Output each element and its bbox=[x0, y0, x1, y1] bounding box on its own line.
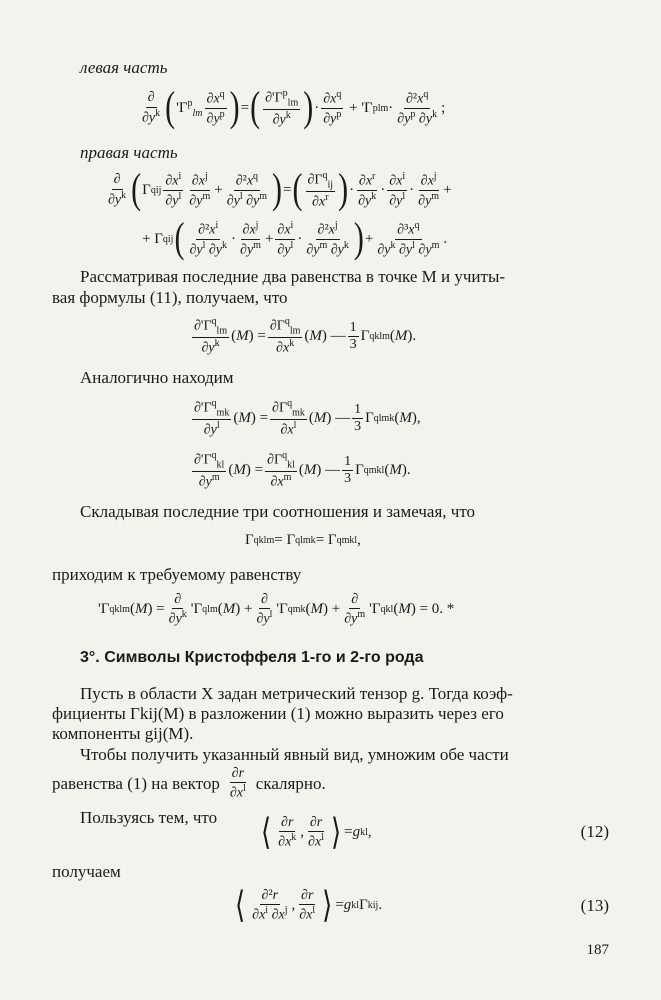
equation-number-12: (12) bbox=[580, 822, 609, 841]
using-text: Пользуясь тем, что bbox=[80, 808, 218, 827]
equation-left: $\frac{\partial}{\partial y^k}$ ( '$\Gamma^p_{lm}$ $\frac{\partial x^q}{\partial y^p}$ ) = ( $\frac{\partial'\Gamma^p_{lm}}{\partial y^k}$ ) · $\frac{\partial x^q}{\partial y^p}$ + 'Γ p lm · $\frac{\partial^2x^q}{\partial y^p \partial y^k}$ ; bbox=[142, 84, 446, 131]
page-number: 187 bbox=[586, 942, 609, 958]
paragraph-2-line-1: Пусть в области X задан метрический тензор g. Тогда коэф- bbox=[80, 684, 513, 703]
equation-b: $\frac{\partial'\Gamma^q_{mk}}{\partial y^l}$ ( M ) = $\frac{\partial\Gamma^q_{mk}}{\partial x^l}$ ( M ) — $\frac{1}{3}$ Γ q lmk ( M ), bbox=[194, 398, 421, 438]
similarly-text: Аналогично находим bbox=[80, 368, 234, 387]
equation-13: ⟨ $\frac{\text{∂²r}}{\partial x^i \partial x^j}$ , $\frac{\partial r}{\partial x^l}$ ⟩ = g kl Γ k ij . bbox=[235, 884, 383, 926]
equation-12: ⟨ $\frac{\partial r}{\partial x^k}$ , $\frac{\partial r}{\partial x^l}$ ⟩ = g kl , bbox=[261, 811, 372, 853]
arrive-text: приходим к требуемому равенству bbox=[52, 565, 302, 584]
obtain-text: получаем bbox=[52, 862, 121, 881]
paragraph-3-line-2: равенства (1) на вектор $\frac{\partial r}{\partial x^l}$ скалярно. bbox=[52, 766, 326, 801]
equation-d: Γ q klm = Γ q lmk = Γ q mkl , bbox=[245, 532, 361, 548]
equation-e: 'Γ q klm ( M ) = $\frac{\partial}{\partial y^k}$ 'Γ q lm ( M ) + $\frac{\partial}{\partial y^l}$ 'Γ q mk ( M ) + $\frac{\partial}{\partial y^m}$ 'Γ q kl ( M ) = 0. * bbox=[98, 592, 455, 627]
equation-right-line1: $\frac{\partial}{\partial y^k}$ ( Γ q ij $\frac{\partial x^i}{\partial y^l}$ $\frac{\partial x^j}{\partial y^m}$ + $\frac{\partial^2x^q}{\partial y^l \partial y^m}$ ) = ( $\frac{\partial\Gamma^q_{ij}}{\partial x^r}$ ) · $\frac{\partial x^r}{\partial y^k}$ · $\frac{\partial x^i}{\partial y^l}$ · $\frac{\partial x^j}{\partial y^m}$ + bbox=[108, 166, 452, 213]
equation-a: $\frac{\partial'\Gamma^q_{lm}}{\partial y^k}$ ( M ) = $\frac{\partial\Gamma^q_{lm}}{\partial x^k}$ ( M ) — $\frac{1}{3}$ Γ q klm ( M ). bbox=[194, 316, 417, 356]
section-heading: 3°. Символы Кристоффеля 1-го и 2-го рода bbox=[80, 649, 424, 666]
paragraph-2-line-2: фициенты Γkij(M) в разложении (1) можно выразить через его bbox=[52, 704, 504, 723]
paragraph-3-text-b: скалярно. bbox=[255, 773, 326, 793]
paragraph-1-line-2: вая формулы (11), получаем, что bbox=[52, 288, 288, 307]
equation-number-13: (13) bbox=[580, 896, 609, 915]
label-right-part: правая часть bbox=[80, 143, 178, 162]
paragraph-3-text-a: равенства (1) на вектор bbox=[52, 773, 220, 793]
equation-c: $\frac{\partial'\Gamma^q_{kl}}{\partial y^m}$ ( M ) = $\frac{\partial\Gamma^q_{kl}}{\partial x^m}$ ( M ) — $\frac{1}{3}$ Γ q mkl ( M ). bbox=[194, 450, 411, 490]
label-left-part: левая часть bbox=[80, 58, 168, 77]
equation-right-line2: + Γ q ij ( $\frac{\partial^2x^i}{\partial y^l \partial y^k}$ · $\frac{\partial x^j}{\partial y^m}$ + $\frac{\partial x^i}{\partial y^l}$ · $\frac{\partial^2x^j}{\partial y^m \partial y^k}$ ) + $\frac{\partial^3x^q}{\partial y^k \partial y^l \partial y^m}$ . bbox=[142, 215, 448, 262]
paragraph-1-line-1: Рассматривая последние два равенства в точке М и учиты- bbox=[80, 267, 506, 286]
paragraph-2-line-3: компоненты gij(M). bbox=[52, 724, 194, 743]
paragraph-3-line-1: Чтобы получить указанный явный вид, умножим обе части bbox=[80, 745, 509, 764]
adding-text: Складывая последние три соотношения и замечая, что bbox=[80, 502, 476, 521]
